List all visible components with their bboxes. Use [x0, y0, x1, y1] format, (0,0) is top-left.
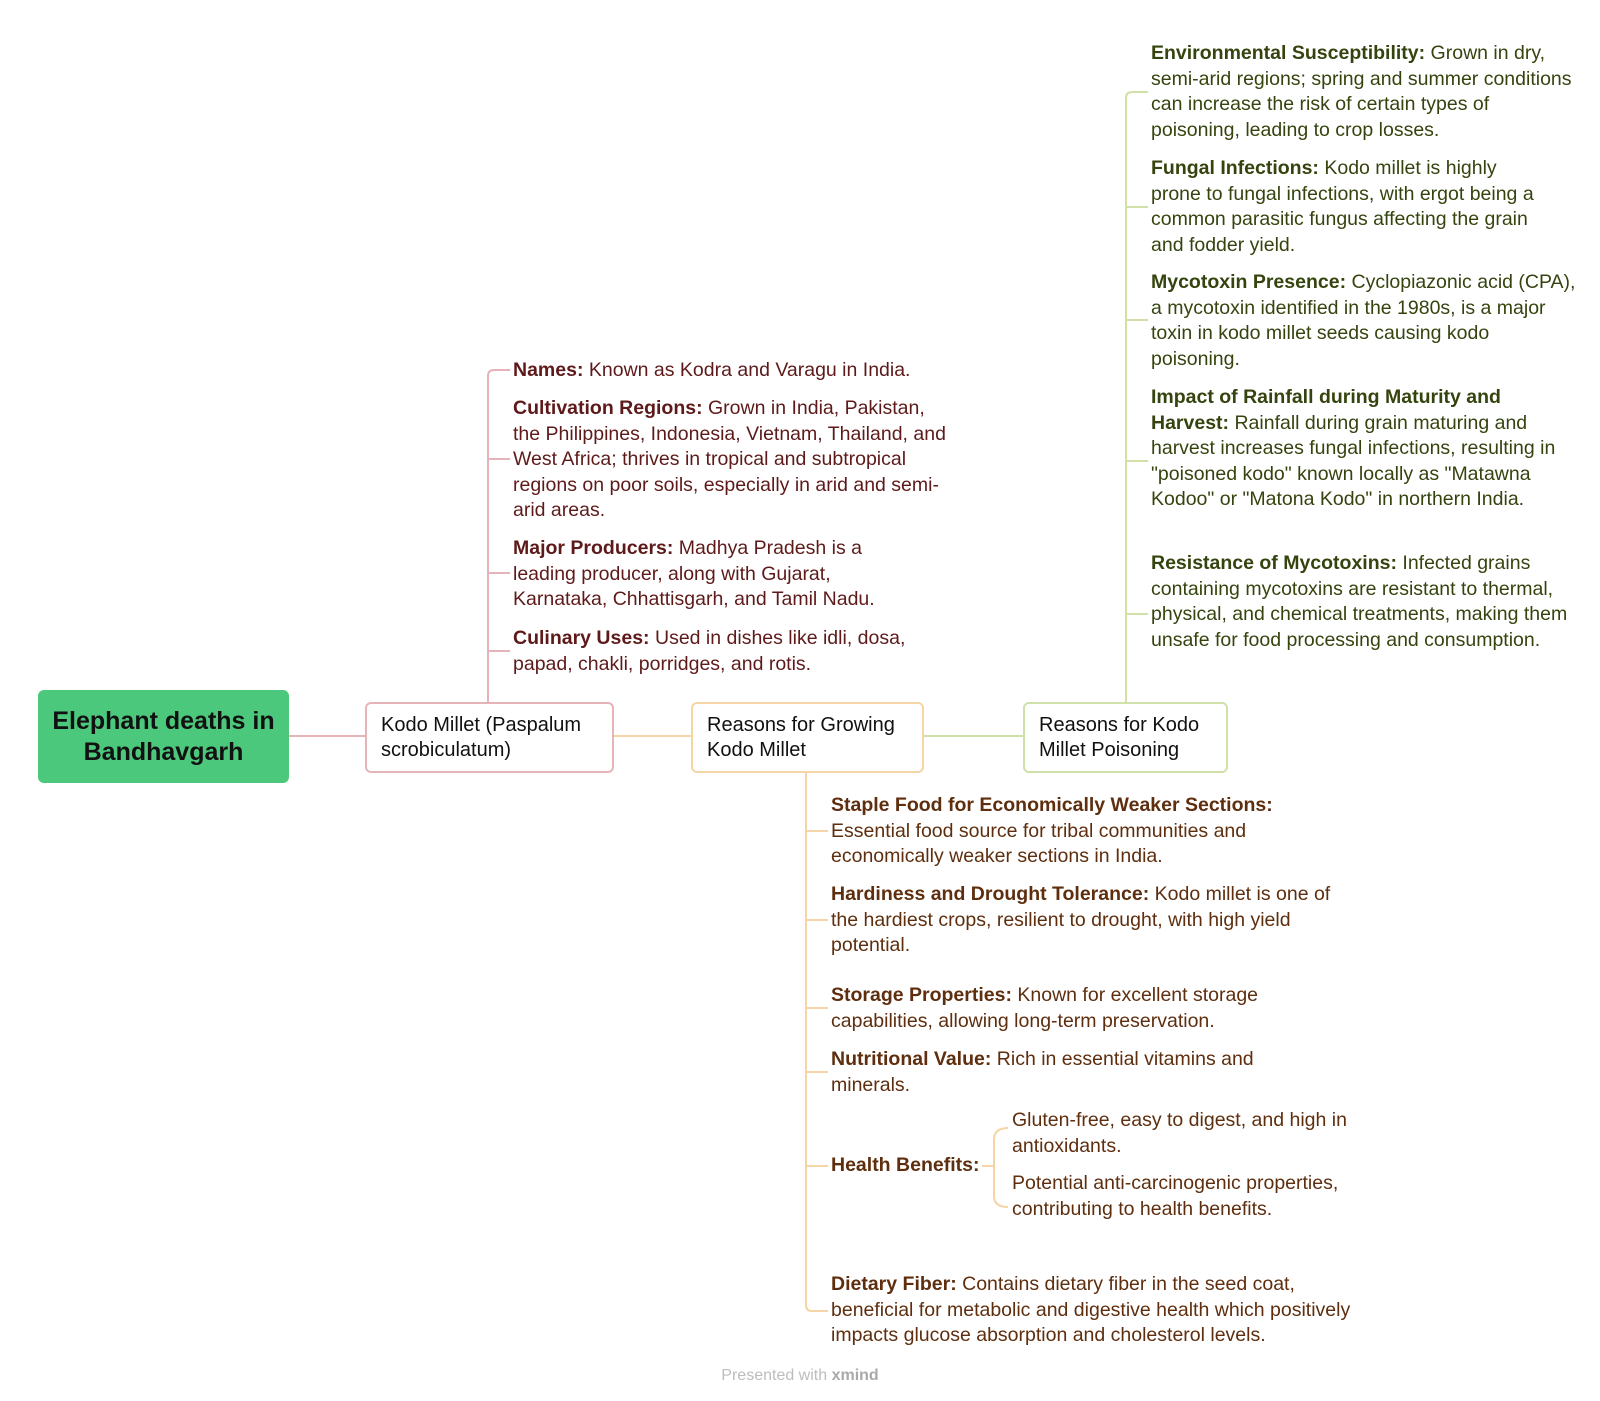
leaf-text: Cyclopiazonic acid (CPA), a mycotoxin identified in the 1980s, is a major toxin in kodo millet seeds causing kodo poisoning.	[1151, 271, 1576, 370]
leaf-text: Gluten-free, easy to digest, and high in antioxidants.	[1012, 1109, 1347, 1157]
root-label: Elephant deaths in Bandhavgarh	[52, 706, 275, 766]
connectors-kodo-leaves	[488, 370, 510, 702]
presented-with-footer	[0, 1367, 1600, 1385]
leaf-title: Fungal Infections:	[1151, 157, 1319, 179]
leaf-impact-rainfall[interactable]	[1151, 385, 1581, 513]
leaf-text: Kodo millet is one of the hardiest crops, resilient to drought, with high yield potential.	[831, 883, 1331, 956]
leaf-major-producers[interactable]	[513, 536, 923, 613]
leaf-mycotoxin-presence[interactable]	[1151, 270, 1581, 372]
leaf-title: Culinary Uses:	[513, 627, 650, 649]
connectors-growing-leaves	[806, 770, 828, 1311]
leaf-text: Essential food source for tribal communities and economically weaker sections in India.	[831, 819, 1247, 867]
leaf-title: Mycotoxin Presence:	[1151, 271, 1347, 293]
footer-prefix: Presented with	[721, 1367, 832, 1384]
leaf-title: Dietary Fiber:	[831, 1273, 957, 1295]
leaf-cultivation-regions[interactable]	[513, 396, 953, 524]
xmind-logo: xmind	[831, 1367, 879, 1384]
leaf-title: Storage Properties:	[831, 984, 1012, 1006]
leaf-text: Kodo millet is highly prone to fungal infections, with ergot being a common parasitic fungus affecting the grain and fodder yield.	[1151, 157, 1534, 256]
node-reasons-poisoning[interactable]	[1023, 702, 1228, 773]
node-kodo-millet-label: Kodo Millet (Paspalum scrobiculatum)	[381, 713, 582, 761]
leaf-culinary-uses[interactable]	[513, 626, 953, 677]
leaf-text: Madhya Pradesh is a leading producer, along with Gujarat, Karnataka, Chhattisgarh, and Tamil Nadu.	[513, 537, 875, 610]
leaf-title: Environmental Susceptibility:	[1151, 42, 1426, 64]
leaf-text: Contains dietary fiber in the seed coat, beneficial for metabolic and digestive health which positively impacts glucose absorption and cholesterol levels.	[831, 1273, 1351, 1346]
leaf-title: Staple Food for Economically Weaker Sections:	[831, 794, 1273, 816]
leaf-resistance-mycotoxins[interactable]	[1151, 551, 1581, 653]
leaf-title: Names:	[513, 359, 584, 381]
leaf-title: Nutritional Value:	[831, 1048, 992, 1070]
node-kodo-millet[interactable]	[365, 702, 614, 773]
leaf-text: Infected grains containing mycotoxins are resistant to thermal, physical, and chemical treatments, making them unsafe for food processing and consumption.	[1151, 552, 1568, 651]
node-reasons-growing-label: Reasons for Growing Kodo Millet	[707, 713, 895, 761]
leaf-title: Health Benefits:	[831, 1154, 980, 1176]
leaf-health-anticarcinogenic[interactable]	[1012, 1171, 1342, 1222]
leaf-text: Rich in essential vitamins and minerals.	[831, 1048, 1254, 1096]
leaf-staple-food[interactable]	[831, 793, 1311, 870]
leaf-title: Resistance of Mycotoxins:	[1151, 552, 1397, 574]
leaf-text: Used in dishes like idli, dosa, papad, chakli, porridges, and rotis.	[513, 627, 906, 675]
leaf-fungal-infections[interactable]	[1151, 156, 1551, 258]
leaf-environmental-susceptibility[interactable]	[1151, 41, 1581, 143]
leaf-names[interactable]	[513, 358, 953, 384]
leaf-title: Hardiness and Drought Tolerance:	[831, 883, 1150, 905]
leaf-text: Potential anti-carcinogenic properties, contributing to health benefits.	[1012, 1172, 1339, 1220]
leaf-text: Grown in dry, semi-arid regions; spring and summer conditions can increase the risk of certain types of poisoning, leading to crop losses.	[1151, 42, 1572, 141]
leaf-title: Cultivation Regions:	[513, 397, 703, 419]
leaf-text: Grown in India, Pakistan, the Philippines, Indonesia, Vietnam, Thailand, and West Africa; thrives in tropical and subtropical regions on poor soils, especially in arid and semi-arid areas.	[513, 397, 946, 521]
leaf-hardiness[interactable]	[831, 882, 1361, 959]
connectors-poisoning-leaves	[1126, 92, 1148, 702]
leaf-storage-properties[interactable]	[831, 983, 1301, 1034]
node-reasons-poisoning-label: Reasons for Kodo Millet Poisoning	[1039, 713, 1200, 761]
leaf-text: Known as Kodra and Varagu in India.	[583, 359, 911, 381]
leaf-text: Known for excellent storage capabilities, allowing long-term preservation.	[831, 984, 1259, 1032]
leaf-nutritional-value[interactable]	[831, 1047, 1301, 1098]
leaf-text: Rainfall during grain maturing and harvest increases fungal infections, resulting in "poisoned kodo" known locally as "Matawna Kodoo" or "Matona Kodo" in northern India.	[1151, 411, 1556, 510]
leaf-title: Impact of Rainfall during Maturity and Harvest:	[1151, 386, 1501, 434]
leaf-health-gluten-free[interactable]	[1012, 1108, 1362, 1159]
root-node[interactable]	[38, 690, 289, 783]
leaf-title: Major Producers:	[513, 537, 674, 559]
leaf-health-benefits[interactable]	[831, 1153, 1001, 1179]
leaf-dietary-fiber[interactable]	[831, 1272, 1351, 1349]
node-reasons-growing[interactable]	[691, 702, 924, 773]
